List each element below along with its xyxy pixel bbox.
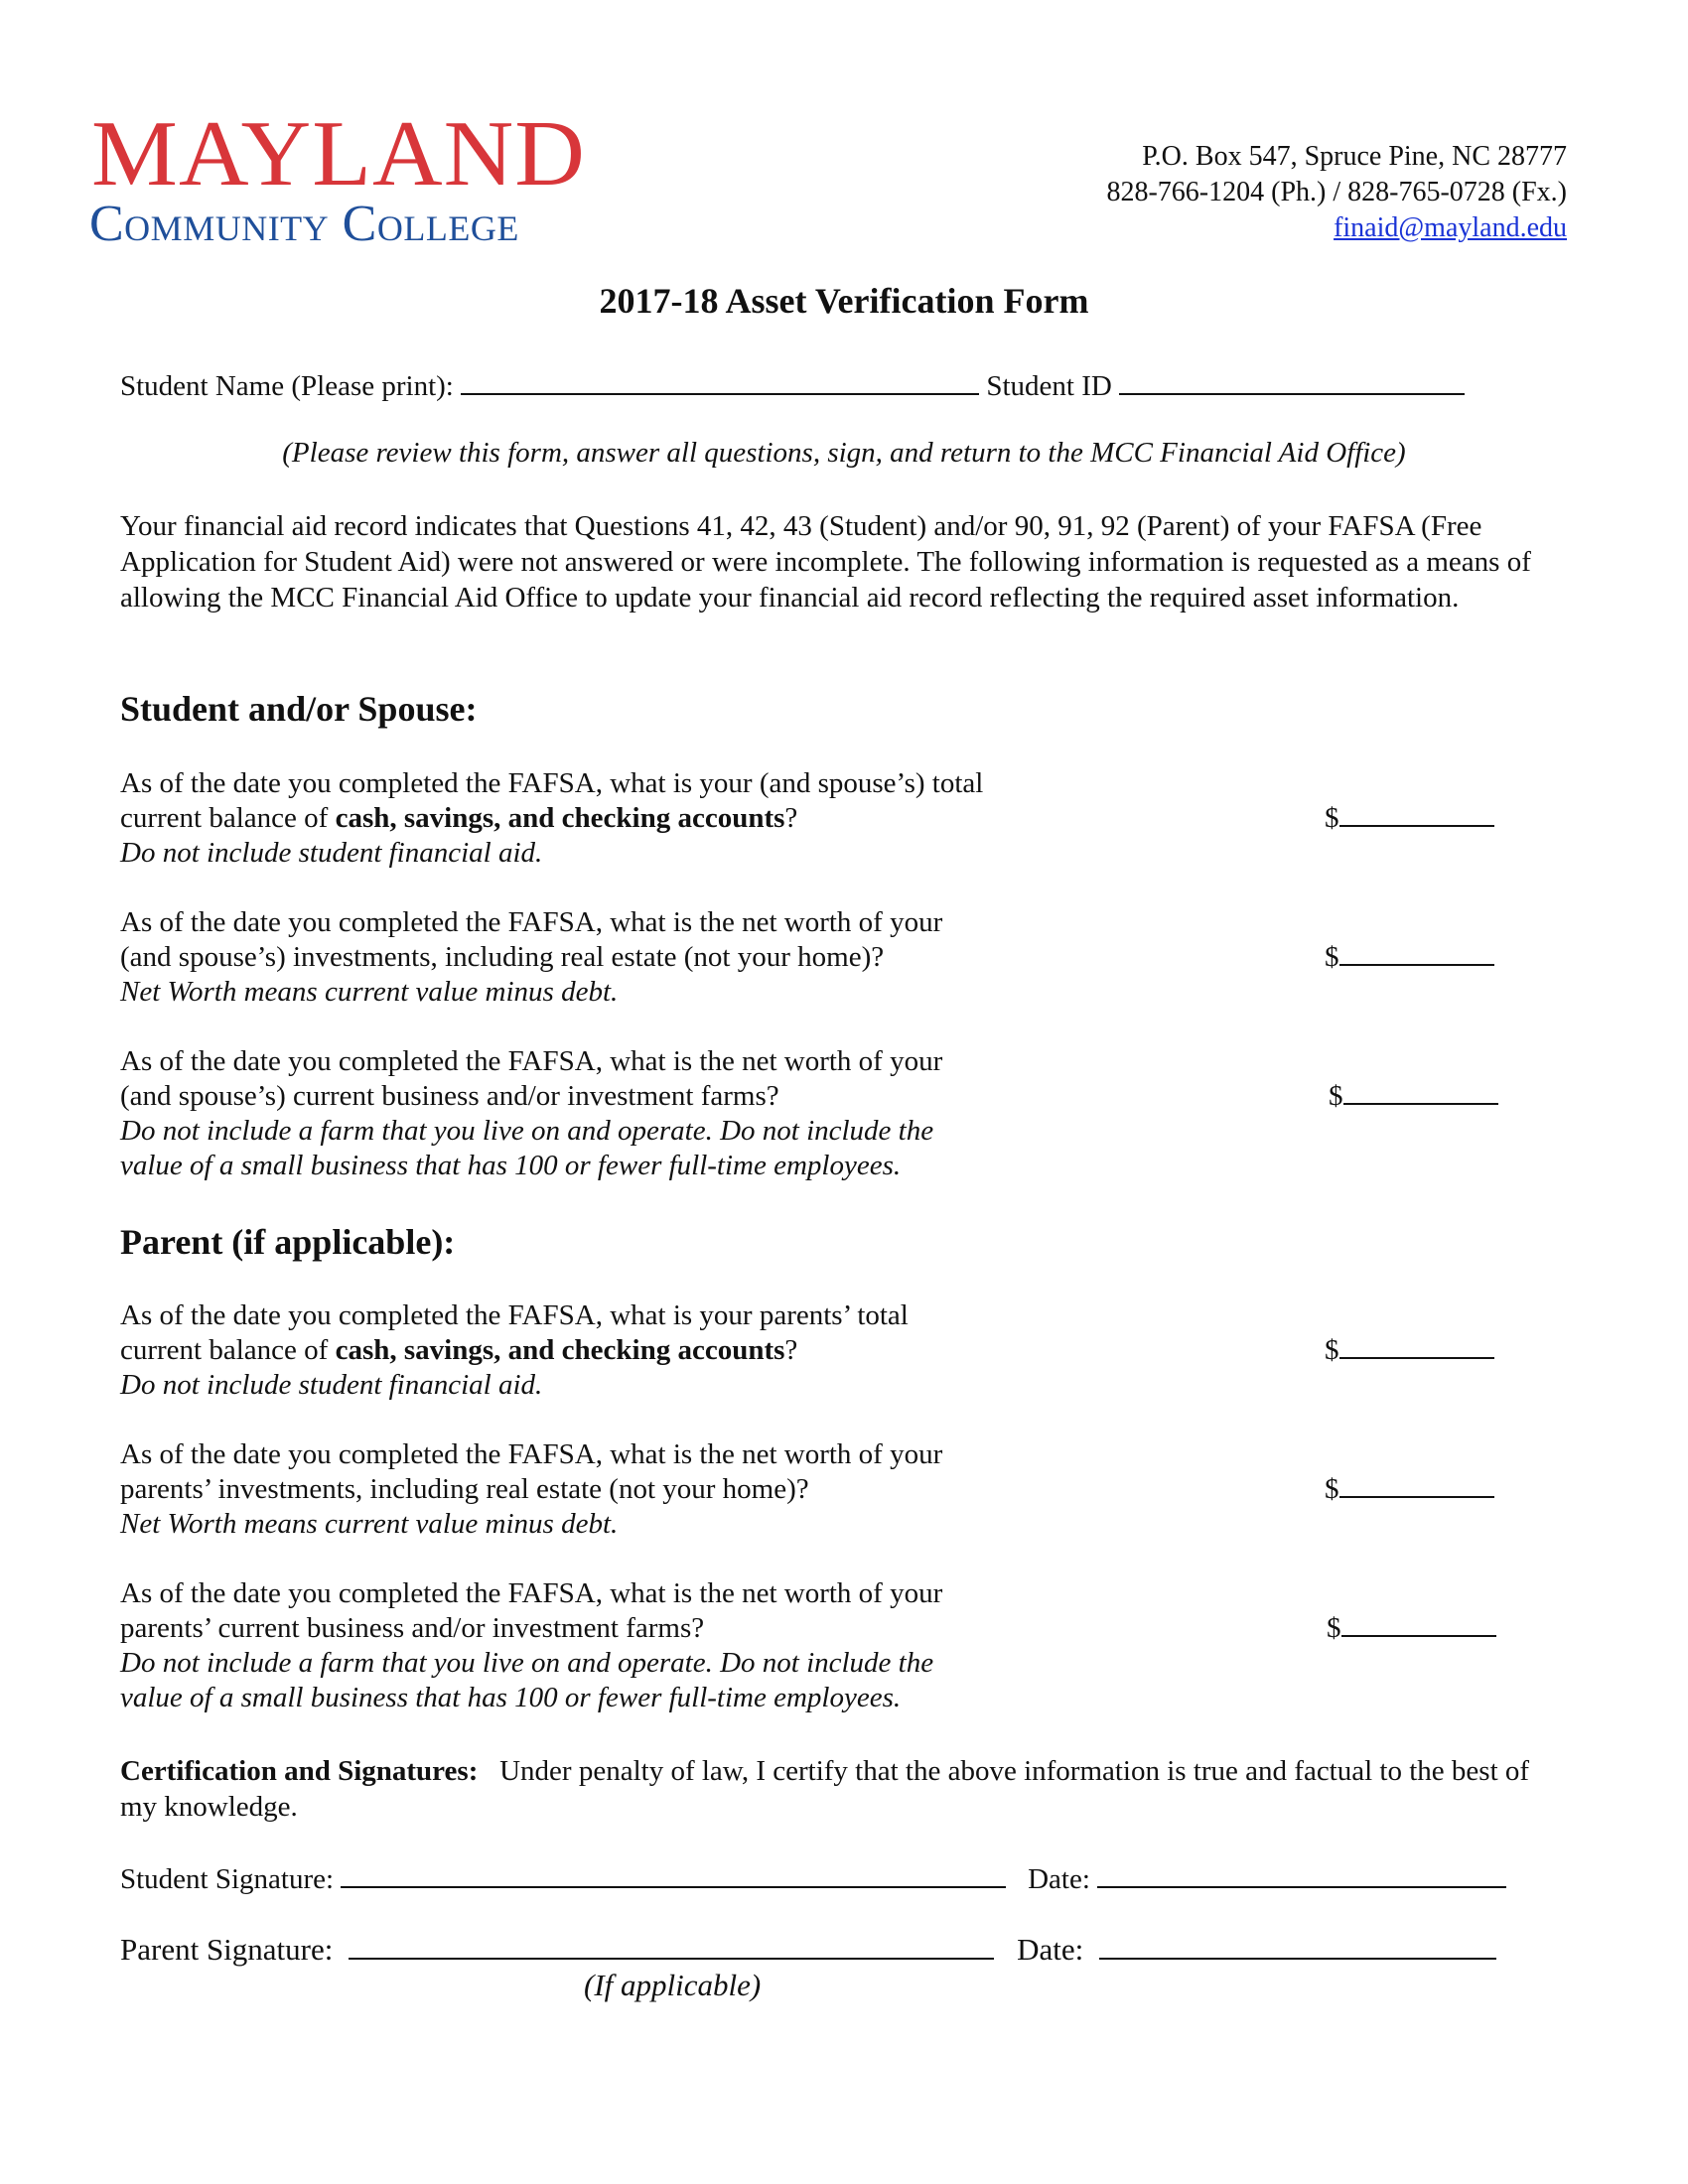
parent-investments-amount — [1325, 1472, 1494, 1507]
student-investments-amount — [1325, 940, 1494, 975]
dollar-sign: $ — [1329, 1080, 1343, 1112]
question-text: As of the date you completed the FAFSA, what is the net worth of your — [120, 1438, 943, 1470]
student-question-investments — [120, 905, 1133, 1010]
question-note: Net Worth means current value minus debt. — [120, 976, 619, 1008]
question-note: value of a small business that has 100 or fewer full-time employees. — [120, 1150, 902, 1181]
student-business-input[interactable] — [1343, 1079, 1498, 1105]
question-note: Do not include a farm that you live on and operate. Do not include the — [120, 1115, 934, 1147]
dollar-sign: $ — [1325, 1334, 1339, 1366]
parent-business-input[interactable] — [1341, 1611, 1496, 1637]
student-signature-line — [120, 1856, 1506, 1897]
dollar-sign: $ — [1325, 1473, 1339, 1505]
parent-date-field[interactable] — [1099, 1928, 1496, 1960]
question-text: As of the date you completed the FAFSA, what is the net worth of your — [120, 1577, 943, 1609]
question-text: (and spouse’s) investments, including real estate (not your home)? — [120, 941, 885, 973]
student-section-heading: Student and/or Spouse: — [120, 689, 478, 729]
student-business-amount — [1329, 1079, 1498, 1114]
parent-signature-line — [120, 1928, 1496, 1968]
if-applicable-note: (If applicable) — [584, 1968, 762, 2002]
student-id-label: Student ID — [986, 370, 1112, 402]
student-date-label: Date: — [1028, 1863, 1090, 1895]
intro-paragraph: Your financial aid record indicates that Questions 41, 42, 43 (Student) and/or 90, 91, 92 (Parent) of your FAFSA (Free Application for Student Aid) were not answered or were incomplete. The following information is requested as a means of allowing the MCC Financial Aid Office to update your financial aid record reflecting the required asset information. — [120, 510, 1531, 614]
student-investments-input[interactable] — [1339, 940, 1494, 966]
question-text: As of the date you completed the FAFSA, what is the net worth of your — [120, 906, 943, 938]
parent-question-cash — [120, 1298, 1133, 1403]
student-signature-field[interactable] — [341, 1856, 1006, 1888]
student-cash-input[interactable] — [1339, 801, 1494, 827]
address-phone: 828-766-1204 (Ph.) / 828-765-0728 (Fx.) — [1106, 177, 1567, 207]
question-text: As of the date you completed the FAFSA, what is the net worth of your — [120, 1045, 943, 1077]
parent-cash-input[interactable] — [1339, 1333, 1494, 1359]
parent-signature-label: Parent Signature: — [120, 1932, 334, 1967]
student-date-field[interactable] — [1097, 1856, 1506, 1888]
parent-signature-field[interactable] — [349, 1928, 994, 1960]
parent-date-label: Date: — [1017, 1932, 1084, 1967]
dollar-sign: $ — [1327, 1612, 1341, 1644]
question-text: current balance of cash, savings, and checking accounts? — [120, 1334, 798, 1366]
address-email-link[interactable]: finaid@mayland.edu — [1334, 212, 1567, 243]
student-name-field[interactable] — [461, 363, 979, 395]
parent-section-heading: Parent (if applicable): — [120, 1222, 456, 1262]
student-id-field[interactable] — [1119, 363, 1465, 395]
parent-question-investments — [120, 1437, 1133, 1542]
question-text: parents’ investments, including real estate (not your home)? — [120, 1473, 809, 1505]
certification-statement — [120, 1753, 1570, 1825]
student-info-line — [120, 363, 1465, 404]
question-text: As of the date you completed the FAFSA, what is your (and spouse’s) total — [120, 767, 984, 799]
question-text: (and spouse’s) current business and/or investment farms? — [120, 1080, 779, 1112]
college-logo-name: MAYLAND — [91, 102, 586, 205]
question-text: current balance of cash, savings, and checking accounts? — [120, 802, 798, 834]
question-note: value of a small business that has 100 or fewer full-time employees. — [120, 1682, 902, 1713]
student-signature-label: Student Signature: — [120, 1863, 335, 1895]
parent-question-business — [120, 1576, 1133, 1715]
form-title: 2017-18 Asset Verification Form — [599, 281, 1089, 321]
dollar-sign: $ — [1325, 941, 1339, 973]
student-question-cash — [120, 766, 1133, 871]
student-name-label: Student Name (Please print): — [120, 370, 454, 402]
college-logo-subtitle: Community College — [89, 196, 519, 252]
parent-business-amount — [1327, 1611, 1496, 1646]
question-note: Do not include student financial aid. — [120, 1369, 543, 1401]
dollar-sign: $ — [1325, 802, 1339, 834]
parent-cash-amount — [1325, 1333, 1494, 1368]
certification-label: Certification and Signatures: — [120, 1755, 479, 1787]
student-cash-amount — [1325, 801, 1494, 836]
student-question-business — [120, 1044, 1133, 1183]
question-note: Do not include a farm that you live on and operate. Do not include the — [120, 1647, 934, 1679]
question-text: parents’ current business and/or investment farms? — [120, 1612, 705, 1644]
address-street: P.O. Box 547, Spruce Pine, NC 28777 — [1142, 141, 1567, 172]
question-text: As of the date you completed the FAFSA, what is your parents’ total — [120, 1299, 909, 1331]
parent-investments-input[interactable] — [1339, 1472, 1494, 1498]
instruction-note: (Please review this form, answer all questions, sign, and return to the MCC Financial Aid Office) — [282, 437, 1406, 469]
question-note: Net Worth means current value minus debt. — [120, 1508, 619, 1540]
question-note: Do not include student financial aid. — [120, 837, 543, 869]
certification-text: Under penalty of law, I certify that the above information is true and factual to the best of my knowledge. — [120, 1755, 1530, 1823]
